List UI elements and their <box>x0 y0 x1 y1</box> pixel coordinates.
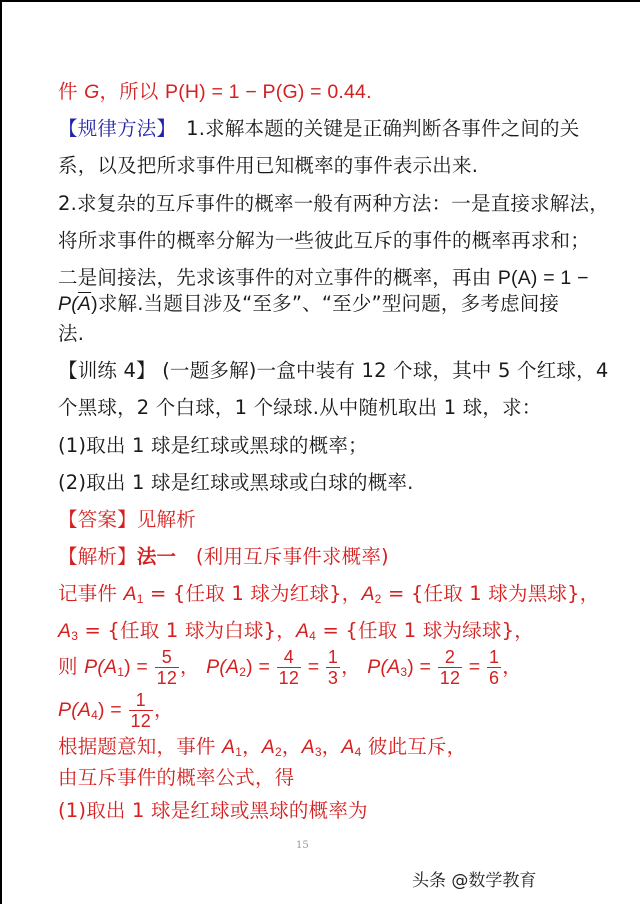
math-paren: ) <box>91 293 98 315</box>
math-p: P(A <box>367 656 401 678</box>
subscript: 3 <box>314 745 322 759</box>
subscript: 1 <box>136 592 144 606</box>
numerator: 1 <box>489 647 500 667</box>
math-eq: ) = <box>124 656 154 678</box>
text: = {任取 1 球为绿球}， <box>316 619 534 642</box>
line-p-a4 <box>58 688 174 737</box>
text: 二是间接法，先求该事件的对立事件的概率，再由 <box>58 266 498 289</box>
method-one: 法一 <box>136 545 177 568</box>
line-conclusion <box>58 78 372 106</box>
method-tag: 【规律方法】 <box>58 117 167 140</box>
line-exercise-title <box>58 357 608 385</box>
line-mutually-exclusive <box>58 733 466 766</box>
text: 1.求解本题的关键是正确判断各事件之间的关 <box>166 117 580 140</box>
text: 件 <box>58 80 85 103</box>
question-1 <box>58 432 368 460</box>
text: 系，以及把所求事件用已知概率的事件表示出来. <box>58 154 479 177</box>
fraction <box>129 690 153 731</box>
math-p: P(A <box>58 699 92 721</box>
text: 个黑球，2 个白球，1 个绿球.从中随机取出 1 球，求： <box>58 396 542 419</box>
text: 彼此互斥， <box>361 735 467 758</box>
subscript: 1 <box>117 665 125 679</box>
text: (1)取出 1 球是红球或黑球的概率为 <box>58 799 368 822</box>
math-var: A <box>222 736 236 758</box>
subscript: 2 <box>275 745 282 759</box>
text: 法. <box>58 322 85 345</box>
numerator: 2 <box>438 647 462 668</box>
denominator: 3 <box>327 668 339 688</box>
answer-tag: 【答案】 <box>58 508 137 531</box>
math-eq: ) = <box>97 699 128 721</box>
math-eq: = <box>302 656 325 678</box>
denominator: 12 <box>156 668 178 688</box>
denominator: 12 <box>439 668 461 688</box>
subscript: 2 <box>239 665 247 679</box>
line-5 <box>58 227 590 255</box>
line-answer-1 <box>58 797 368 825</box>
question-2 <box>58 469 414 497</box>
fraction <box>438 647 462 688</box>
subscript: 4 <box>354 745 362 759</box>
math-var: G <box>84 81 100 103</box>
denominator: 6 <box>489 668 500 688</box>
subscript: 3 <box>71 629 79 643</box>
subscript: 3 <box>400 665 408 679</box>
line-6 <box>58 264 589 292</box>
math-var: A <box>261 736 276 758</box>
fraction <box>277 647 301 688</box>
frame-border-left <box>0 0 2 904</box>
page-number: 15 <box>296 840 309 851</box>
text: 根据题意知，事件 <box>58 735 222 758</box>
watermark: 头条 @数学教育 <box>412 871 537 891</box>
math-var: A <box>58 620 72 642</box>
math-eq: = <box>463 656 487 678</box>
math-var: A <box>341 736 355 758</box>
line-probabilities <box>58 645 522 694</box>
numerator: 1 <box>129 690 153 711</box>
line-events-1 <box>58 580 599 613</box>
denominator: 12 <box>130 711 151 731</box>
text: (1)取出 1 球是红球或黑球的概率； <box>58 434 368 457</box>
text: = {任取 1 球为白球}， <box>78 619 296 642</box>
math-var: A <box>295 620 310 642</box>
math-p: P(A <box>206 656 240 678</box>
math-var: A <box>123 583 137 605</box>
text: (2)取出 1 球是红球或黑球或白球的概率. <box>58 471 414 494</box>
denominator: 12 <box>278 668 300 688</box>
fraction <box>326 647 340 688</box>
answer-line <box>58 506 196 534</box>
line-8 <box>58 320 84 348</box>
subscript: 2 <box>374 592 382 606</box>
line-10 <box>58 394 542 422</box>
text: 2.求复杂的互斥事件的概率一般有两种方法：一是直接求解法， <box>58 192 609 215</box>
text: = {任取 1 球为红球}， <box>143 582 362 605</box>
math-eq: ) = <box>407 656 437 678</box>
text: 将所求事件的概率分解为一些彼此互斥的事件的概率再求和； <box>58 229 590 252</box>
text: ， <box>502 655 522 678</box>
text: ， <box>321 735 342 758</box>
math-complement-a: $\overline{A}$ <box>77 293 92 315</box>
subscript: 1 <box>235 745 243 759</box>
text: ， <box>242 735 262 758</box>
math-var: A <box>361 583 375 605</box>
frame-border-top <box>0 0 640 2</box>
line-7 <box>58 290 559 318</box>
line-method-summary <box>58 115 579 143</box>
subscript: 4 <box>309 629 317 643</box>
numerator: 1 <box>327 647 339 667</box>
text: ， <box>180 655 200 678</box>
math-expression: P(A) = 1 − <box>497 267 589 289</box>
text: 由互斥事件的概率公式，得 <box>58 766 295 789</box>
math-p: P(A <box>84 656 118 678</box>
text: 【训练 4】 (一题多解)一盒中装有 12 个球，其中 5 个红球，4 <box>58 359 609 382</box>
text: 则 <box>58 655 85 678</box>
line-4 <box>58 190 609 218</box>
fraction <box>155 647 179 688</box>
text: ， <box>281 735 302 758</box>
text: ，所以 <box>99 80 165 103</box>
line-formula <box>58 764 294 792</box>
subscript: 4 <box>91 708 98 722</box>
text: 记事件 <box>58 582 124 605</box>
line-3 <box>58 152 478 180</box>
numerator: 5 <box>155 647 179 668</box>
analysis-tag: 【解析】 <box>58 545 137 568</box>
analysis-line <box>58 543 389 571</box>
text: 见解析 <box>136 508 196 531</box>
text: ， <box>153 698 174 721</box>
math-eq: ) = <box>246 656 276 678</box>
text: = {任取 1 球为黑球}， <box>381 582 600 605</box>
text: ， <box>341 655 361 678</box>
numerator: 4 <box>277 647 301 668</box>
text: (利用互斥事件求概率) <box>176 545 389 568</box>
math-var: A <box>301 736 315 758</box>
math-expression: P(H) = 1 − P(G) = 0.44. <box>164 81 372 103</box>
math-p: P( <box>58 293 78 315</box>
fraction <box>487 647 501 688</box>
text: 求解.当题目涉及“至多”、“至少”型问题，多考虑间接 <box>97 292 560 315</box>
